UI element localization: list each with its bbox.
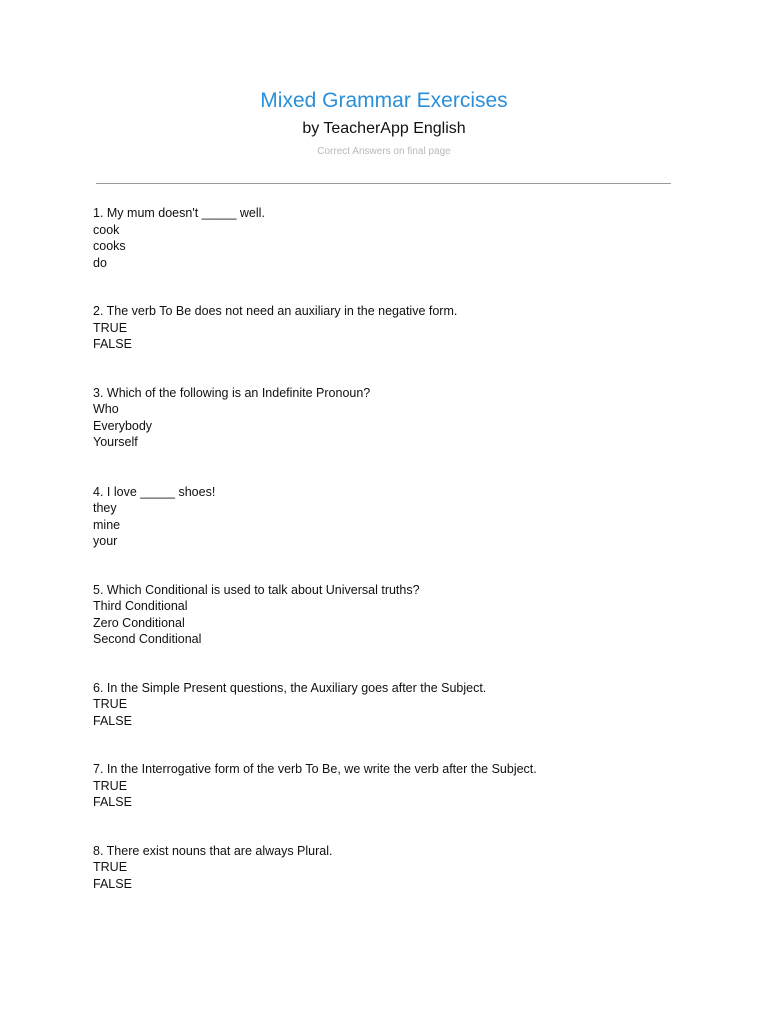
question-text: 8. There exist nouns that are always Plural. (93, 843, 333, 858)
question-3 (93, 385, 713, 451)
answer-option[interactable]: do (93, 255, 107, 270)
answer-option[interactable]: Who (93, 402, 119, 416)
question-text: 3. Which of the following is an Indefinite Pronoun? (93, 385, 371, 400)
question-2 (93, 303, 713, 353)
question-list (93, 205, 713, 924)
question-text: 5. Which Conditional is used to talk about Universal truths? (93, 582, 420, 597)
page-title: Mixed Grammar Exercises (260, 89, 508, 112)
answer-option[interactable]: Third Conditional (93, 599, 188, 613)
answer-option[interactable]: Everybody (93, 418, 153, 433)
question-text: 6. In the Simple Present questions, the Auxiliary goes after the Subject. (93, 680, 487, 695)
answer-option[interactable]: Yourself (93, 435, 138, 449)
answer-option[interactable]: TRUE (93, 697, 128, 711)
answer-option[interactable]: cook (93, 222, 120, 237)
question-1 (93, 205, 713, 271)
answer-option[interactable]: TRUE (93, 320, 128, 335)
answer-option[interactable]: Second Conditional (93, 632, 202, 646)
answer-option[interactable]: FALSE (93, 795, 132, 809)
answer-option[interactable]: FALSE (93, 876, 132, 891)
answer-option[interactable]: they (93, 501, 117, 515)
page-subtitle: by TeacherApp English (302, 120, 466, 137)
document-header (0, 87, 768, 159)
question-text: 1. My mum doesn't _____ well. (93, 206, 265, 220)
question-7 (93, 761, 713, 811)
question-5 (93, 582, 713, 648)
answers-note: Correct Answers on final page (317, 146, 451, 157)
header-divider (96, 183, 671, 184)
answer-option[interactable]: FALSE (93, 337, 132, 351)
answer-option[interactable]: cooks (93, 239, 126, 253)
answer-option[interactable]: TRUE (93, 778, 128, 793)
answer-option[interactable]: mine (93, 517, 121, 532)
question-8 (93, 843, 713, 893)
question-text: 7. In the Interrogative form of the verb To Be, we write the verb after the Subject. (93, 762, 537, 776)
question-6 (93, 680, 713, 730)
answer-option[interactable]: FALSE (93, 713, 132, 728)
question-text: 4. I love _____ shoes! (93, 484, 216, 499)
question-text: 2. The verb To Be does not need an auxiliary in the negative form. (93, 304, 458, 318)
answer-option[interactable]: TRUE (93, 860, 128, 874)
answer-option[interactable]: Zero Conditional (93, 615, 185, 630)
answer-option[interactable]: your (93, 534, 118, 548)
question-4 (93, 484, 713, 550)
